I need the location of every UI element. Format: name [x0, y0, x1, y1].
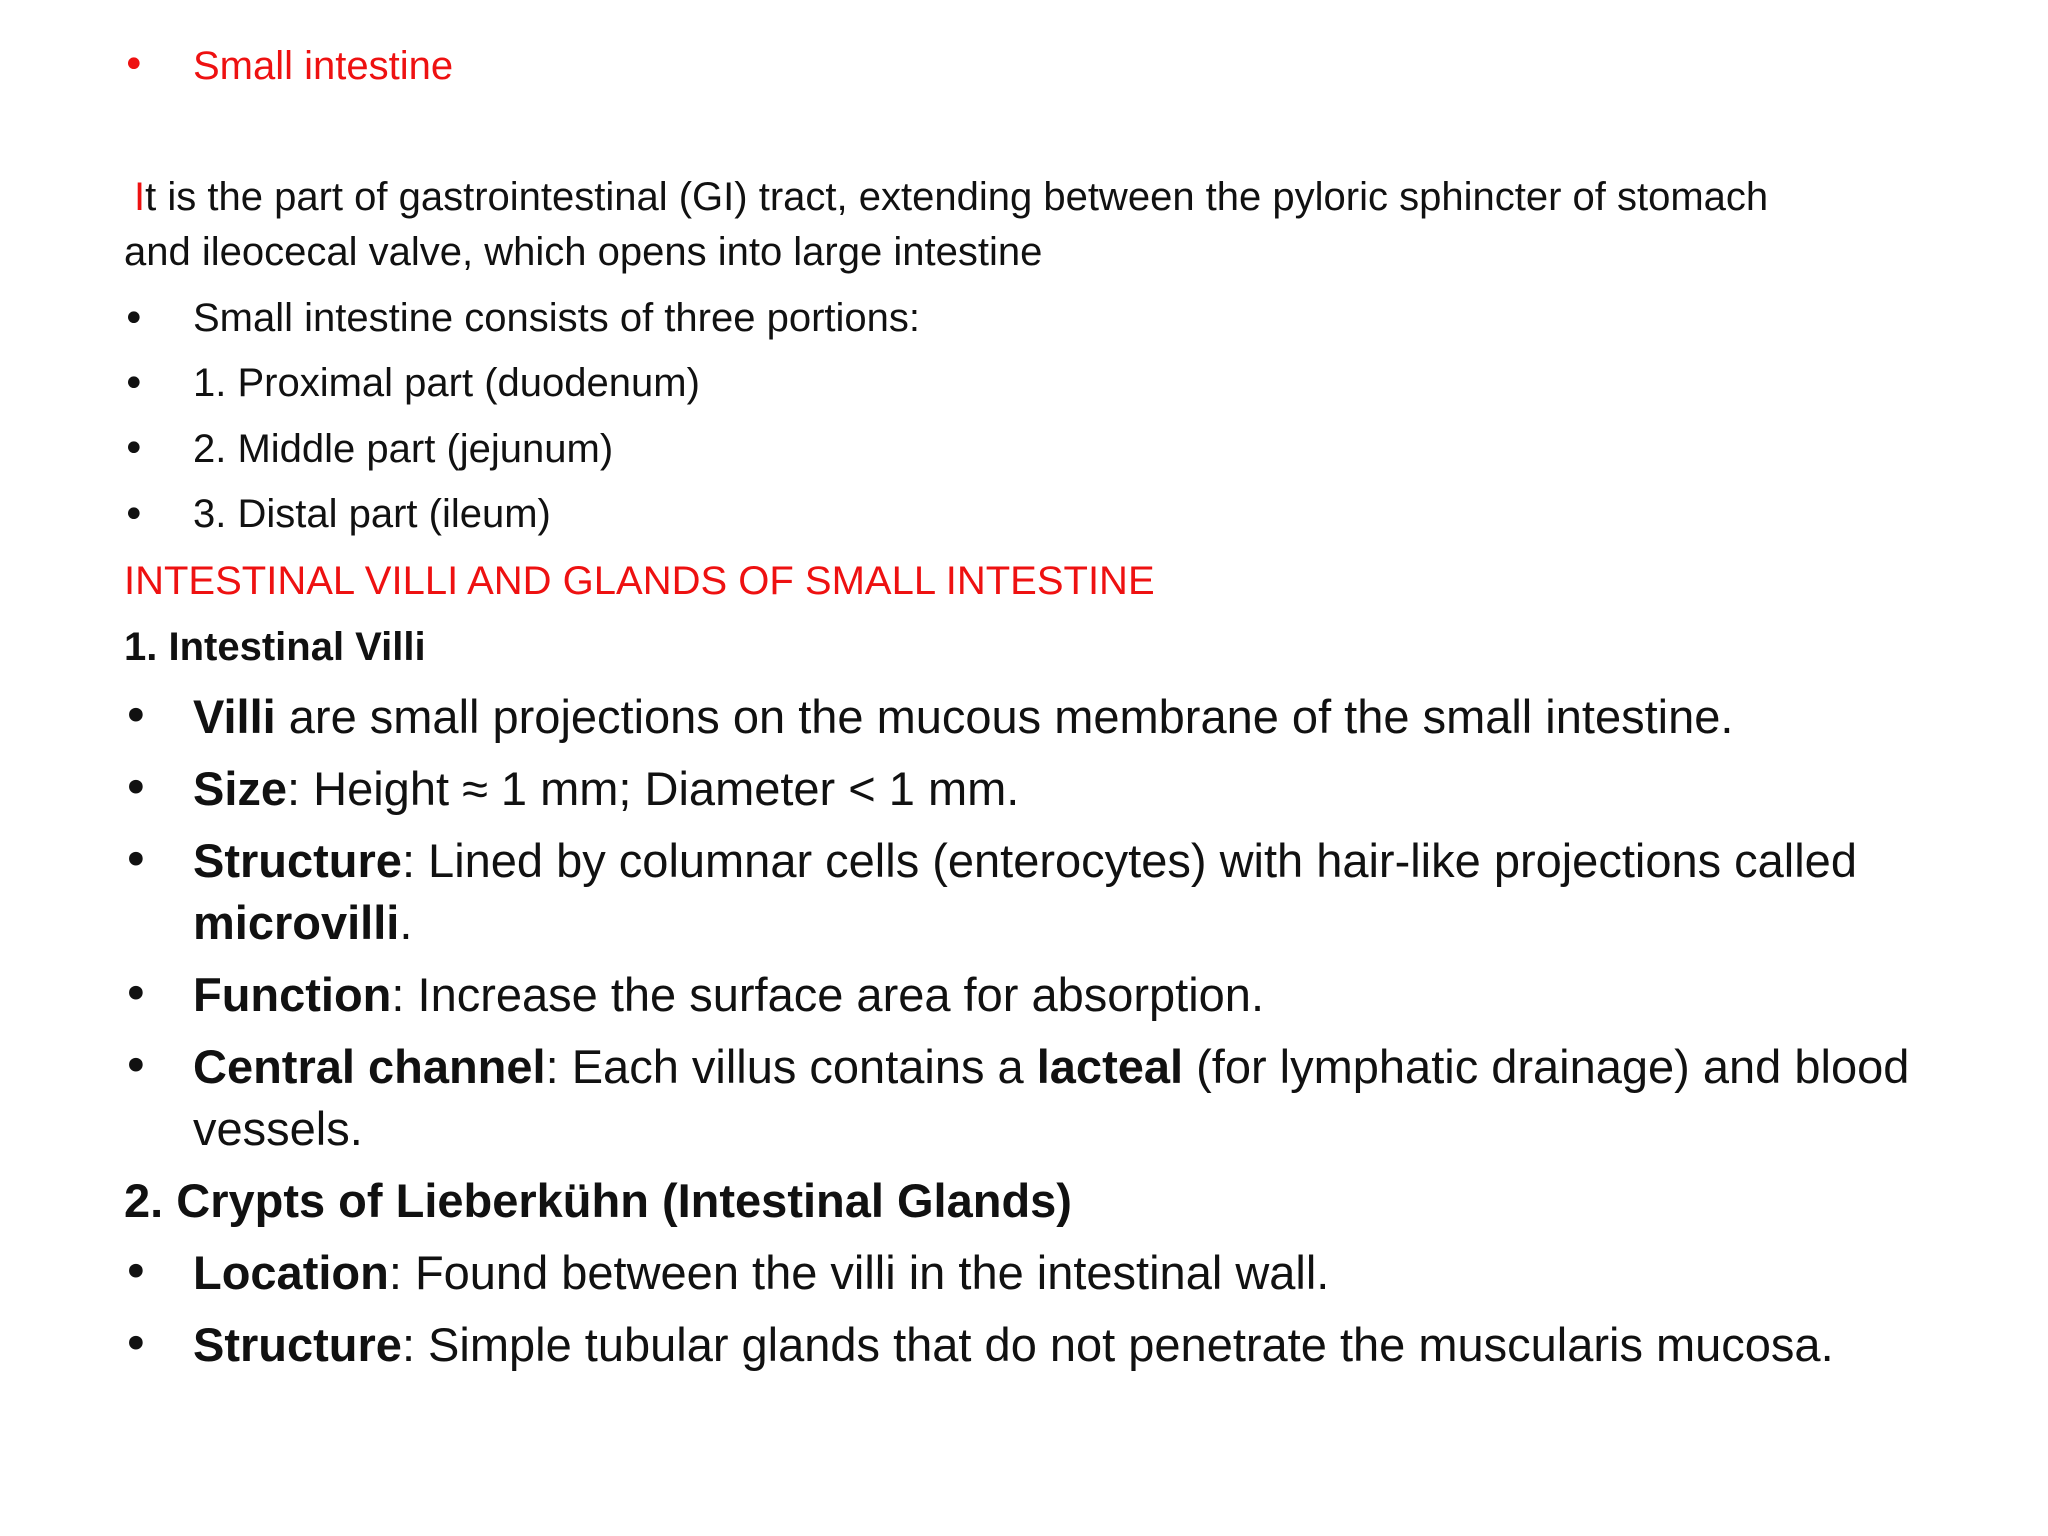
term-description: : Simple tubular glands that do not penetrate the muscularis mucosa. — [401, 1318, 1834, 1371]
term-end: . — [399, 896, 413, 949]
bullet-icon: • — [122, 42, 146, 88]
intro-initial: I — [134, 175, 146, 219]
term: microvilli — [193, 896, 400, 949]
intro-line-2: and ileocecal valve, which opens into large intestine — [124, 230, 1043, 274]
list-item-text-continued — [193, 892, 412, 954]
bullet-icon: • — [122, 361, 146, 407]
villi-heading: 1. Intestinal Villi — [124, 625, 426, 669]
intro-line-1 — [134, 172, 1768, 222]
bullet-icon: • — [122, 426, 146, 472]
crypts-heading: 2. Crypts of Lieberkühn (Intestinal Glands) — [124, 1174, 1072, 1227]
term-description: : Lined by columnar cells (enterocytes) with hair-like projections called — [401, 834, 1857, 887]
term-description: (for lymphatic drainage) and blood — [1183, 1040, 1910, 1093]
list-item-text — [193, 1314, 1834, 1376]
term: Villi — [193, 690, 276, 743]
intro-line-1-text: t is the part of gastrointestinal (GI) tract, extending between the pyloric sphincter of stomach — [145, 175, 1769, 219]
term-description: : Found between the villi in the intestinal wall. — [388, 1246, 1330, 1299]
bullet-icon: • — [122, 689, 150, 744]
list-item-text: Small intestine consists of three portions: — [193, 296, 921, 340]
list-item-text — [193, 1036, 1909, 1098]
list-item-text: 2. Middle part (jejunum) — [193, 427, 614, 471]
term: Structure — [193, 834, 402, 887]
list-item-text — [193, 686, 1733, 748]
term-description: : Increase the surface area for absorption. — [391, 968, 1265, 1021]
bullet-icon: • — [122, 1317, 150, 1372]
bullet-icon: • — [122, 761, 150, 816]
term: Location — [193, 1246, 389, 1299]
bullet-icon: • — [122, 833, 150, 888]
term: Function — [193, 968, 392, 1021]
term: Size — [193, 762, 288, 815]
term-description: are small projections on the mucous membrane of the small intestine. — [275, 690, 1734, 743]
top-bullet-text: Small intestine — [193, 44, 454, 88]
list-item-text — [193, 758, 1019, 820]
bullet-icon: • — [122, 492, 146, 538]
bullet-icon: • — [122, 296, 146, 342]
term-description: : Height ≈ 1 mm; Diameter < 1 mm. — [287, 762, 1020, 815]
term-description: : Each villus contains a — [545, 1040, 1037, 1093]
list-item-text — [193, 830, 1857, 892]
term: lacteal — [1036, 1040, 1184, 1093]
term: Central channel — [193, 1040, 546, 1093]
list-item-text: 3. Distal part (ileum) — [193, 492, 551, 536]
list-item-text — [193, 964, 1264, 1026]
bullet-icon: • — [122, 967, 150, 1022]
bullet-icon: • — [122, 1039, 150, 1094]
list-item-text-continued: vessels. — [193, 1102, 363, 1155]
list-item-text: 1. Proximal part (duodenum) — [193, 361, 700, 405]
bullet-icon: • — [122, 1245, 150, 1300]
list-item-text — [193, 1242, 1329, 1304]
term: Structure — [193, 1318, 402, 1371]
section-heading: INTESTINAL VILLI AND GLANDS OF SMALL INTESTINE — [124, 559, 1155, 603]
